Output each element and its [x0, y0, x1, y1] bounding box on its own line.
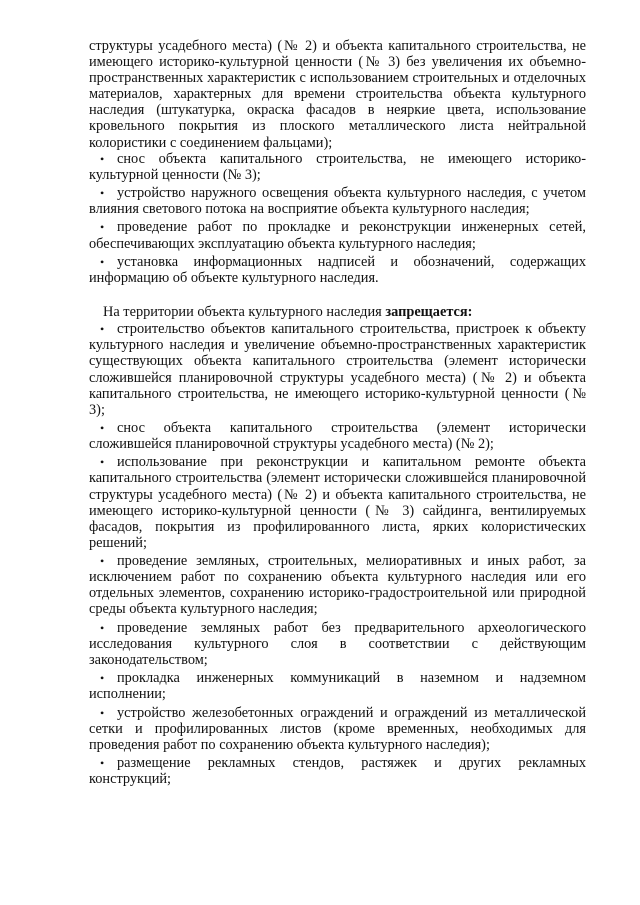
list-item-text: устройство железобетонных ограждений и ограждений из металлической сетки и профилированных листов (кроме временных, необходимых для проведения работ по сохранению объекта культурного наследия); — [89, 704, 586, 753]
list-item — [89, 321, 586, 418]
bullet-icon: • — [100, 220, 105, 235]
list-item-text: проведение земляных, строительных, мелиоративных и иных работ, за исключением работ по сохранению объекта культурного наследия или его отдельных элементов, сохранению историко-градостроительной или природной среды объекта культурного наследия; — [89, 553, 586, 618]
document-page — [89, 38, 586, 789]
list-item — [89, 620, 586, 668]
prohibited-works-list — [89, 321, 586, 787]
list-item — [89, 755, 586, 787]
paragraph-spacer — [89, 288, 586, 304]
list-item — [89, 420, 586, 452]
list-item-text: проведение земляных работ без предварительного археологического исследования культурного слоя в соответствии с действующим законодательством; — [89, 619, 586, 668]
list-item-text: прокладка инженерных коммуникаций в наземном и надземном исполнении; — [89, 670, 586, 703]
intro-paragraph: структуры усадебного места) (№ 2) и объекта капитального строительства, не имеющего историко-культурной ценности (№ 3) без увеличения их объемно-пространственных характеристик с использованием строительных и отделочных материалов, характерных для времени строительства объекта культурного наследия (штукатурка, окраска фасадов в неяркие цвета, использование кровельного покрытия из плоского металлического листа нейтральной колористики с соединением фальцами); — [89, 38, 586, 151]
bullet-icon: • — [100, 705, 105, 720]
list-item — [89, 454, 586, 551]
list-item-text: проведение работ по прокладке и реконструкции инженерных сетей, обеспечивающих эксплуатацию объекта культурного наследия; — [89, 219, 586, 252]
bullet-icon: • — [100, 322, 105, 337]
bullet-icon: • — [100, 421, 105, 435]
list-item-text: строительство объектов капитального строительства, пристроек к объекту культурного наследия и увеличение объемно-пространственных характеристик существующих объекта капитального строительства (элемент исторически сложившейся планировочной структуры усадебного места) (№ 2) и объекта капитального строительства, не имеющего историко-культурной ценности (№ 3); — [89, 321, 586, 418]
bullet-icon: • — [100, 756, 105, 770]
list-item — [89, 553, 586, 617]
list-item-text: снос объекта капитального строительства, не имеющего историко-культурной ценности (№ 3); — [89, 150, 586, 183]
list-item — [89, 670, 586, 702]
bullet-icon: • — [100, 455, 105, 470]
prohibited-heading-bold: запрещается: — [385, 304, 473, 321]
list-item — [89, 151, 586, 183]
prohibited-heading — [89, 304, 586, 320]
bullet-icon: • — [100, 186, 105, 201]
list-item — [89, 219, 586, 251]
bullet-icon: • — [100, 671, 105, 686]
bullet-icon: • — [100, 254, 105, 269]
prohibited-heading-text: На территории объекта культурного наследия — [103, 304, 386, 321]
list-item-text: использование при реконструкции и капитальном ремонте объекта капитального строительства (элемент исторически сложившейся планировочной структуры усадебного места) (№ 2) и объекта капитального строительства, не имеющего историко-культурной ценности (№ 3) сайдинга, вентилируемых фасадов, покрытия из профилированного листа, ярких колористических решений; — [89, 454, 586, 551]
bullet-icon: • — [100, 554, 105, 569]
bullet-icon: • — [100, 151, 105, 166]
list-item-text: снос объекта капитального строительства (элемент исторически сложившейся планировочной структуры усадебного места) (№ 2); — [89, 420, 586, 453]
list-item — [89, 705, 586, 753]
bullet-icon: • — [100, 620, 105, 635]
permitted-works-list — [89, 151, 586, 286]
list-item — [89, 185, 586, 217]
list-item-text: устройство наружного освещения объекта культурного наследия, с учетом влияния светового потока на восприятие объекта культурного наследия; — [89, 185, 586, 218]
list-item — [89, 254, 586, 286]
list-item-text: установка информационных надписей и обозначений, содержащих информацию об объекте культурного наследия. — [89, 253, 586, 286]
list-item-text: размещение рекламных стендов, растяжек и других рекламных конструкций; — [89, 755, 586, 788]
